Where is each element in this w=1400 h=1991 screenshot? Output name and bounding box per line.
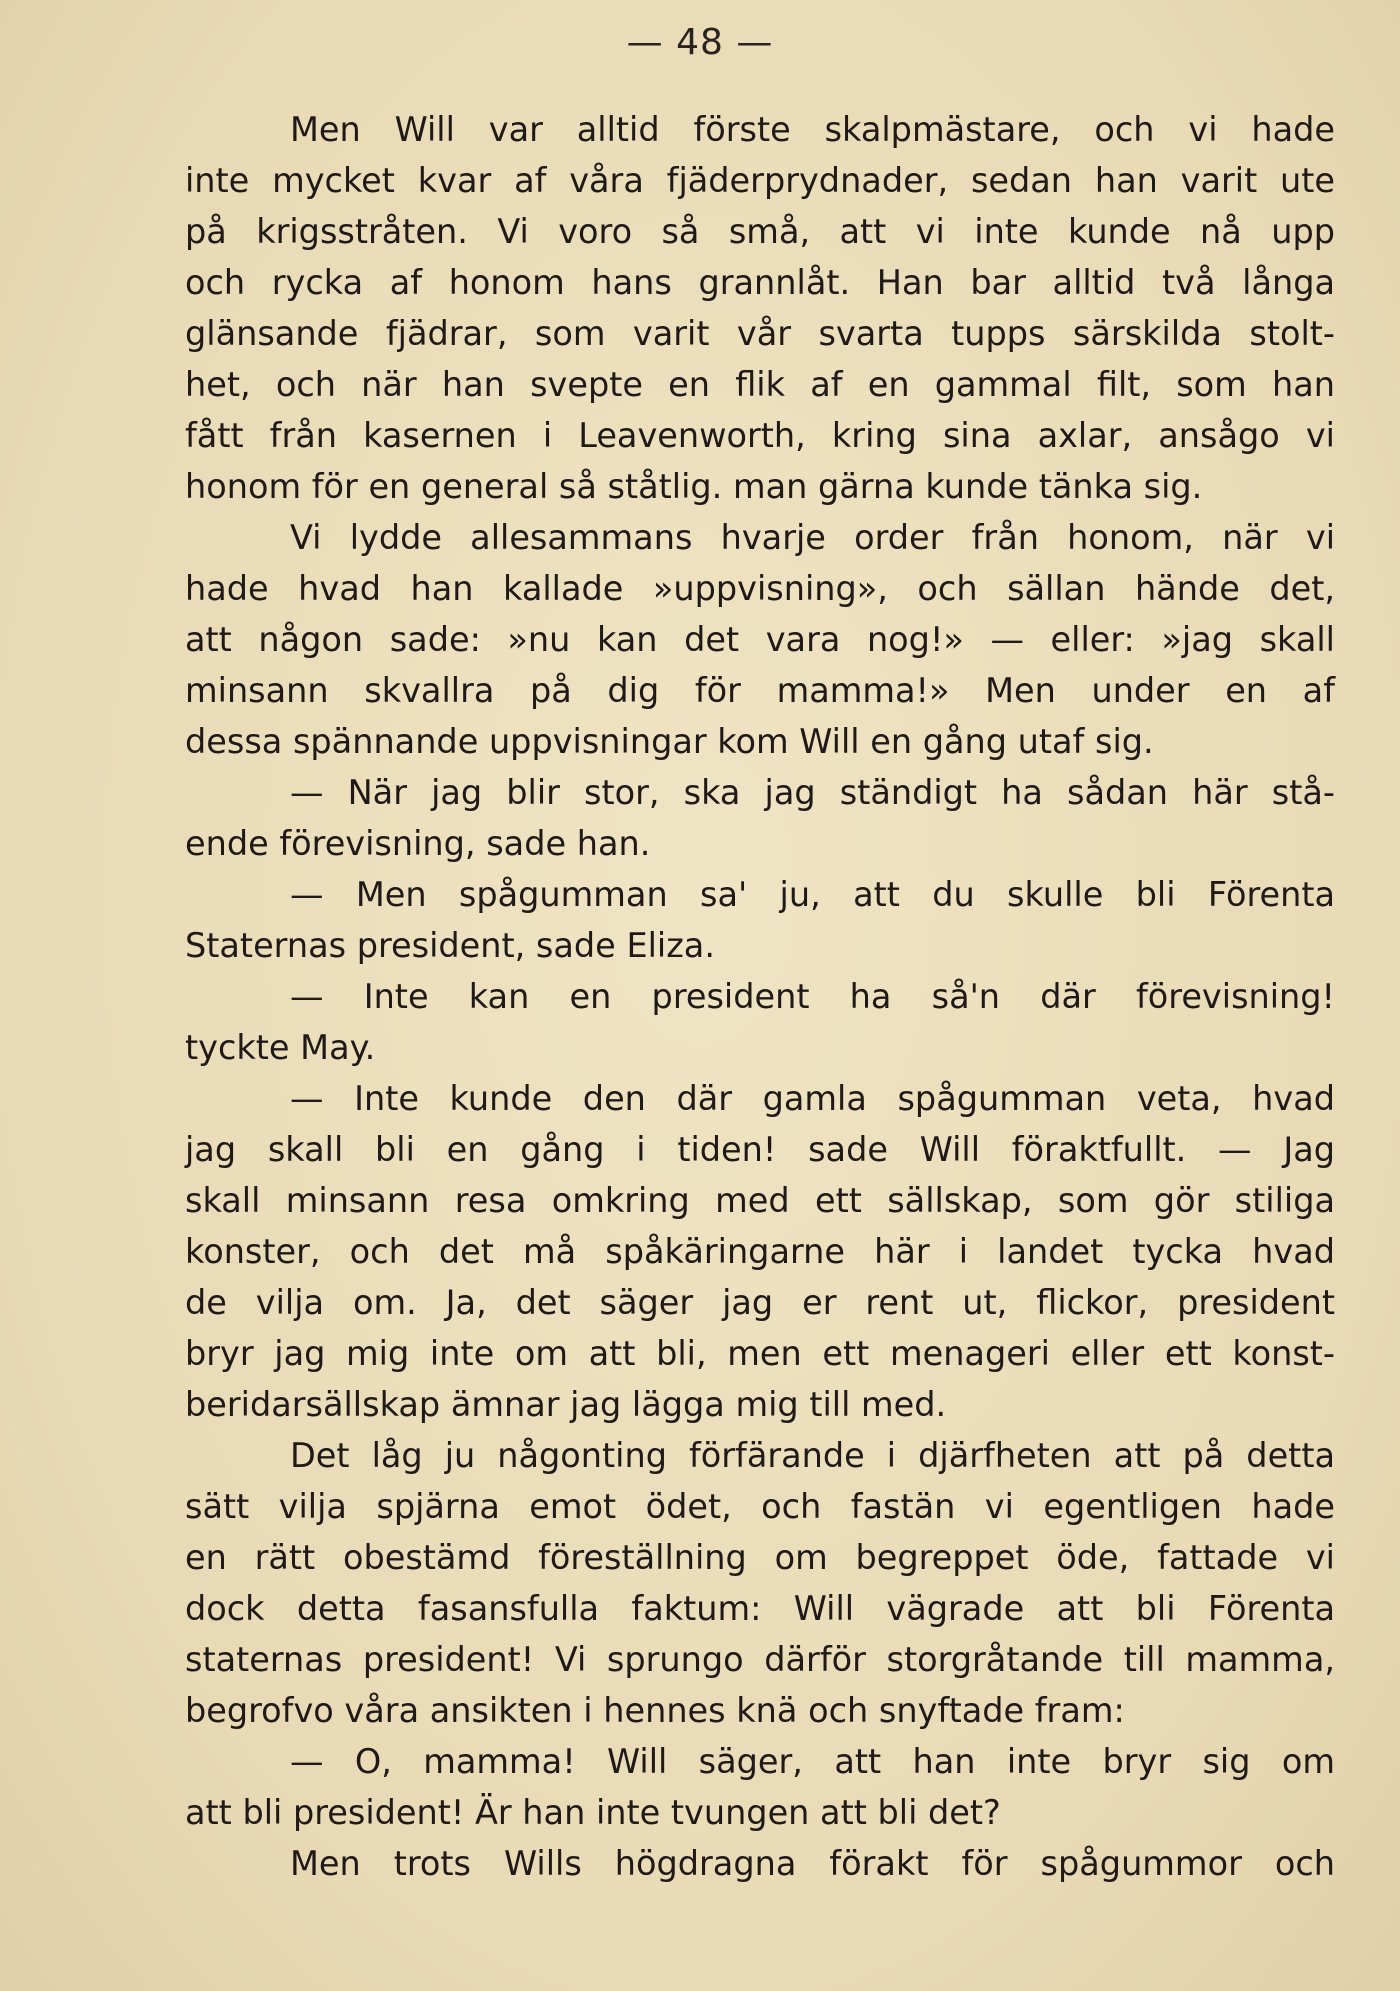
text-line: att någon sade: »nu kan det vara nog!» — eller: »jag skall — [185, 620, 1335, 659]
text-line: inte mycket kvar af våra fjäderprydnader, sedan han varit ute — [185, 161, 1335, 200]
text-line: de vilja om. Ja, det säger jag er rent ut, flickor, president — [185, 1283, 1335, 1322]
text-line: — Men spågumman sa' ju, att du skulle bli Förenta — [290, 875, 1335, 914]
text-line: dessa spännande uppvisningar kom Will en gång utaf sig. — [185, 722, 1154, 761]
text-line: Staternas president, sade Eliza. — [185, 926, 715, 965]
text-line: att bli president! Är han inte tvungen att bli det? — [185, 1793, 1001, 1832]
text-line: skall minsann resa omkring med ett sällskap, som gör stiliga — [185, 1181, 1335, 1220]
text-line: konster, och det må spåkäringarne här i landet tycka hvad — [185, 1232, 1335, 1271]
text-line: — När jag blir stor, ska jag ständigt ha sådan här stå- — [290, 773, 1335, 812]
text-line: och rycka af honom hans grannlåt. Han bar alltid två långa — [185, 263, 1335, 302]
text-line: sätt vilja spjärna emot ödet, och fastän vi egentligen hade — [185, 1487, 1335, 1526]
text-line: — O, mamma! Will säger, att han inte bryr sig om — [290, 1742, 1335, 1781]
text-line: begrofvo våra ansikten i hennes knä och snyftade fram: — [185, 1691, 1125, 1730]
text-line: minsann skvallra på dig för mamma!» Men under en af — [185, 671, 1335, 710]
text-line: het, och när han svepte en flik af en gammal filt, som han — [185, 365, 1335, 404]
text-line: dock detta fasansfulla faktum: Will vägrade att bli Förenta — [185, 1589, 1335, 1628]
text-line: Vi lydde allesammans hvarje order från honom, när vi — [290, 518, 1335, 557]
text-line: ende förevisning, sade han. — [185, 824, 651, 863]
text-line: fått från kasernen i Leavenworth, kring sina axlar, ansågo vi — [185, 416, 1335, 455]
text-line: Men trots Wills högdragna förakt för spågummor och — [290, 1844, 1335, 1883]
text-line: — Inte kunde den där gamla spågumman veta, hvad — [290, 1079, 1335, 1118]
text-line: Det låg ju någonting förfärande i djärfheten att på detta — [290, 1436, 1335, 1475]
text-line: tyckte May. — [185, 1028, 376, 1067]
text-line: bryr jag mig inte om att bli, men ett menageri eller ett konst- — [185, 1334, 1335, 1373]
text-line: en rätt obestämd föreställning om begreppet öde, fattade vi — [185, 1538, 1335, 1577]
text-line: på krigsstråten. Vi voro så små, att vi inte kunde nå upp — [185, 212, 1335, 251]
text-line: Men Will var alltid förste skalpmästare, och vi hade — [290, 110, 1335, 149]
text-line: honom för en general så ståtlig. man gärna kunde tänka sig. — [185, 467, 1203, 506]
text-line: hade hvad han kallade »uppvisning», och sällan hände det, — [185, 569, 1335, 608]
text-line: glänsande fjädrar, som varit vår svarta tupps särskilda stolt- — [185, 314, 1335, 353]
text-line: beridarsällskap ämnar jag lägga mig till med. — [185, 1385, 947, 1424]
body-text — [185, 104, 1335, 1889]
text-line: — Inte kan en president ha så'n där förevisning! — [290, 977, 1335, 1016]
text-line: jag skall bli en gång i tiden! sade Will föraktfullt. — Jag — [185, 1130, 1335, 1169]
page-number: — 48 — — [626, 22, 774, 63]
text-line: staternas president! Vi sprungo därför storgråtande till mamma, — [185, 1640, 1335, 1679]
